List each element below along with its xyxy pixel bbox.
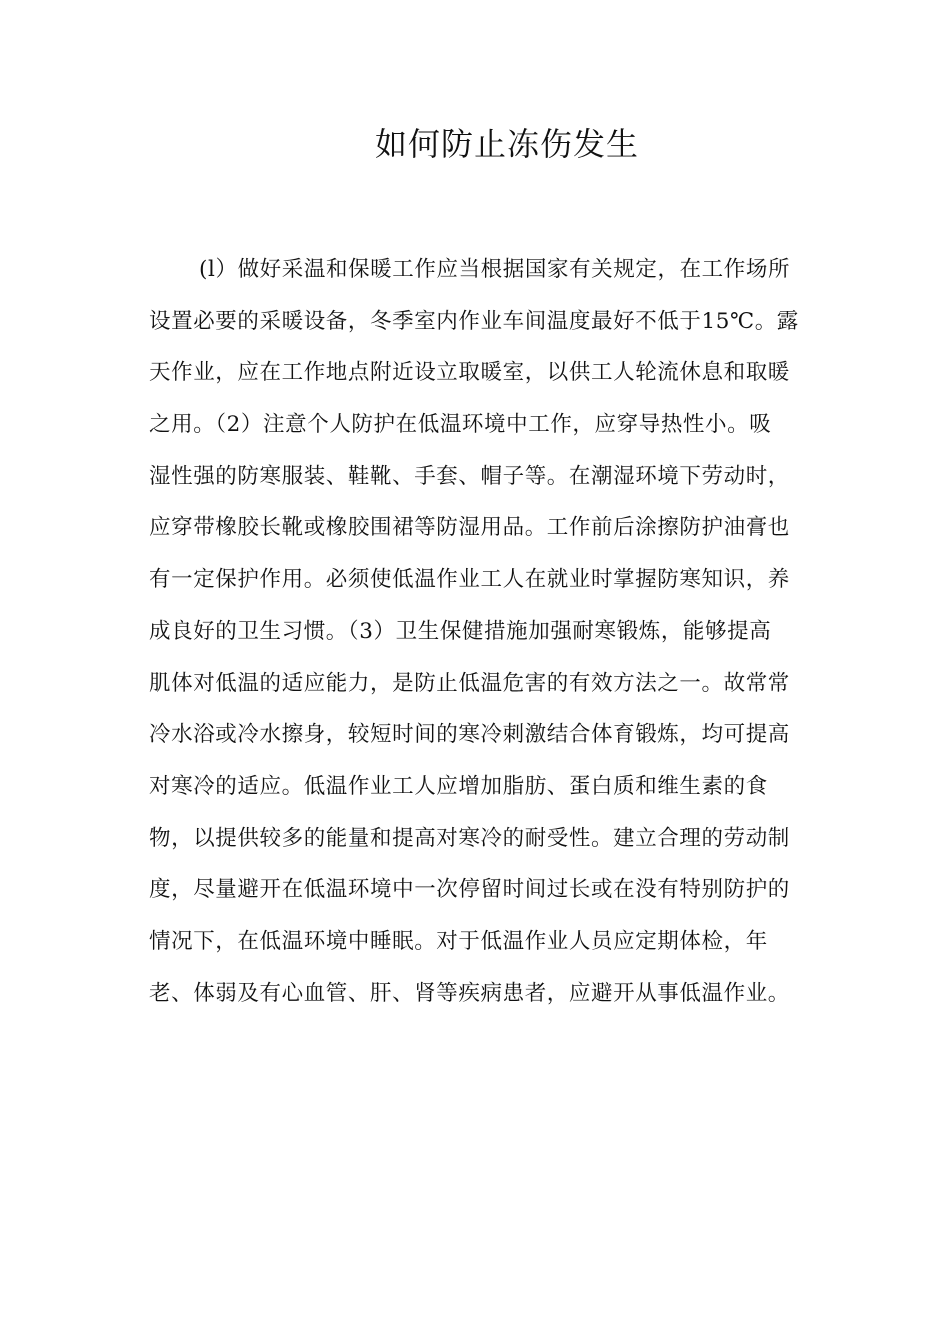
body-line: 成良好的卫生习惯。（3）卫生保健措施加强耐寒锻炼，能够提高 [149, 618, 772, 644]
document-body [149, 244, 809, 1019]
body-line: 有一定保护作用。必须使低温作业工人在就业时掌握防寒知识，养 [149, 567, 790, 593]
body-line: 情况下，在低温环境中睡眠。对于低温作业人员应定期体检，年 [149, 928, 768, 954]
body-line: 设置必要的采暖设备，冬季室内作业车间温度最好不低于15℃。露 [149, 308, 799, 334]
body-line: 冷水浴或冷水擦身，较短时间的寒冷刺激结合体育锻炼，均可提高 [149, 722, 790, 748]
body-line: 湿性强的防寒服装、鞋靴、手套、帽子等。在潮湿环境下劳动时， [149, 463, 790, 489]
body-line: 物，以提供较多的能量和提高对寒冷的耐受性。建立合理的劳动制 [149, 825, 790, 851]
body-line: 对寒冷的适应。低温作业工人应增加脂肪、蛋白质和维生素的食 [149, 773, 768, 799]
document-title: 如何防止冻伤发生 [374, 125, 639, 163]
body-line: 之用。（2）注意个人防护在低温环境中工作，应穿导热性小。吸 [149, 412, 772, 438]
body-line: (l）做好采温和保暖工作应当根据国家有关规定，在工作场所 [199, 257, 791, 282]
body-line: 肌体对低温的适应能力，是防止低温危害的有效方法之一。故常常 [149, 670, 790, 696]
body-line: 天作业，应在工作地点附近设立取暖室，以供工人轮流休息和取暖 [149, 360, 790, 386]
body-line: 度，尽量避开在低温环境中一次停留时间过长或在没有特别防护的 [149, 877, 790, 903]
body-line: 应穿带橡胶长靴或橡胶围裙等防湿用品。工作前后涂擦防护油膏也 [149, 515, 790, 541]
body-line: 老、体弱及有心血管、肝、肾等疾病患者，应避开从事低温作业。 [149, 980, 790, 1006]
